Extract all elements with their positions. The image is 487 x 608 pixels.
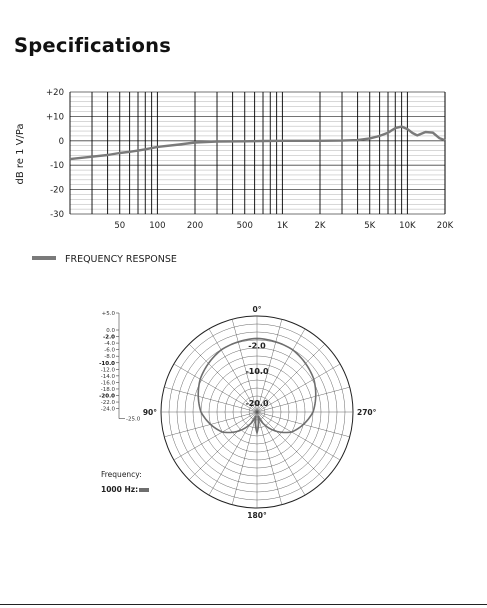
- polar-spoke: [257, 412, 325, 480]
- scale-label: 0.0: [106, 328, 115, 334]
- y-tick-label: -20: [50, 185, 64, 196]
- polar-pattern-chart: [0, 295, 487, 535]
- polar-spoke: [257, 412, 340, 460]
- frequency-response-line: [70, 127, 445, 160]
- scale-label: -24.0: [100, 406, 115, 413]
- y-axis-label: dB re 1 V/Pa: [15, 123, 26, 185]
- x-tick-label: 50: [114, 221, 126, 231]
- angle-label: 90°: [142, 408, 157, 417]
- polar-spoke: [189, 412, 257, 480]
- frequency-swatch: [139, 488, 149, 492]
- ring-label: -2.0: [248, 341, 266, 351]
- scale-label: -8.0: [104, 354, 115, 361]
- scale-label: -10.0: [99, 360, 115, 367]
- db-scale: [99, 311, 141, 423]
- scale-label: +5.0: [101, 311, 115, 317]
- y-tick-labels: [46, 88, 64, 220]
- frequency-curve-layer: [70, 127, 445, 160]
- ring-label: -10.0: [245, 367, 269, 376]
- x-tick-labels: [114, 221, 453, 231]
- x-tick-label: 500: [236, 221, 253, 231]
- x-tick-label: 10K: [399, 221, 416, 231]
- scale-label: -16.0: [100, 380, 115, 387]
- y-tick-label: -30: [50, 210, 64, 220]
- ring-label: -20.0: [245, 399, 269, 408]
- scale-label: -4.0: [104, 341, 115, 348]
- scale-label: -2.0: [102, 334, 115, 341]
- bottom-rule: [0, 604, 487, 605]
- x-tick-label: 5K: [364, 221, 376, 231]
- scale-label: -22.0: [100, 400, 115, 407]
- frequency-label: Frequency:: [101, 470, 142, 479]
- y-tick-label: -10: [50, 161, 64, 172]
- scale-label: -6.0: [104, 347, 115, 354]
- y-tick-label: +10: [46, 112, 64, 123]
- x-tick-label: 1K: [276, 221, 288, 231]
- scale-label: -20.0: [99, 393, 115, 400]
- angle-label: 0°: [252, 305, 262, 314]
- frequency-value-label: 1000 Hz:: [101, 485, 139, 494]
- x-tick-label: 20K: [436, 221, 454, 231]
- scale-label: -25.0: [126, 416, 141, 423]
- y-tick-label: 0: [58, 136, 64, 147]
- scale-label: -18.0: [100, 386, 115, 393]
- x-tick-label: 2K: [314, 221, 326, 231]
- polar-spoke: [257, 364, 340, 412]
- y-tick-label: +20: [46, 88, 64, 98]
- scale-label: -12.0: [100, 367, 115, 374]
- frequency-response-chart: [0, 80, 487, 270]
- page-title: Specifications: [14, 34, 172, 57]
- x-tick-label: 200: [186, 221, 204, 231]
- scale-label: -14.0: [100, 373, 115, 380]
- polar-spoke: [174, 412, 257, 460]
- x-tick-label: 100: [149, 221, 166, 231]
- angle-label: 180°: [247, 511, 267, 520]
- angle-label: 270°: [357, 408, 377, 417]
- legend-label: FREQUENCY RESPONSE: [65, 254, 177, 265]
